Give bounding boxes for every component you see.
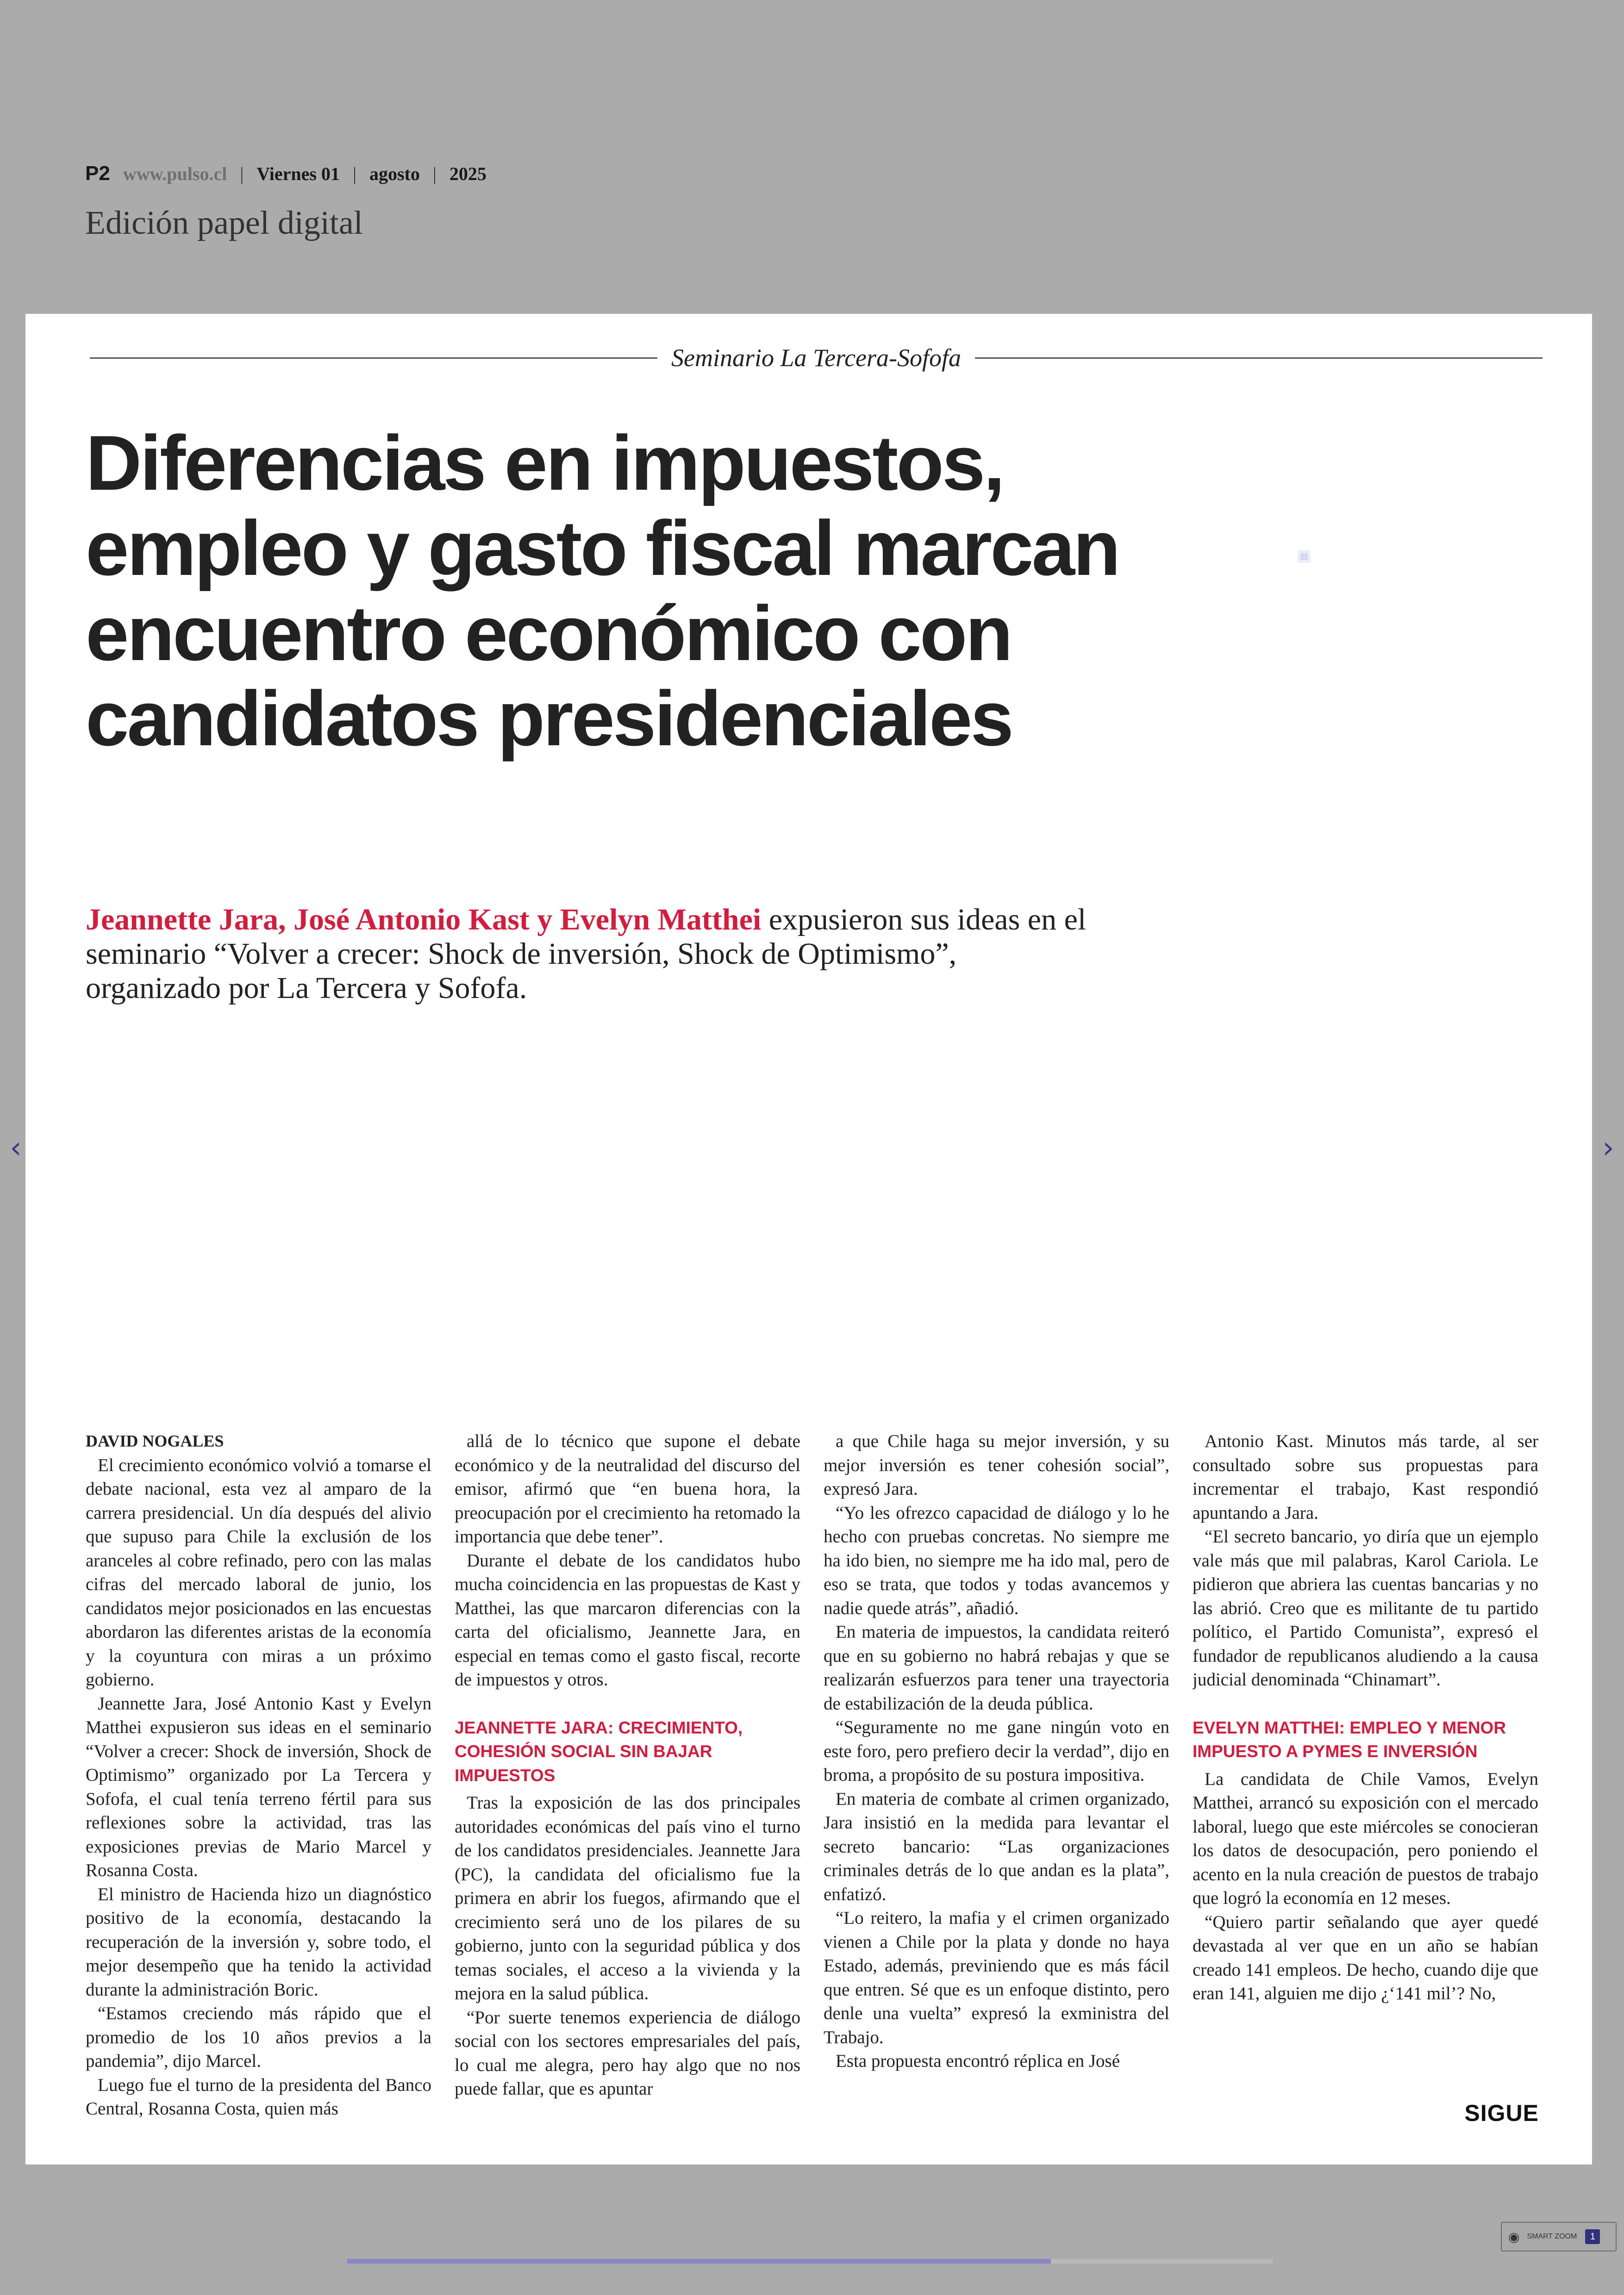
kicker-rule-left bbox=[90, 357, 657, 359]
paragraph: Tras la exposición de las dos principales autoridades económicas del país vino el turno de los candidatos presidenciales. Jeannette Jara (PC), la candidata del oficialismo fue la primera en abrir los fuegos, afirmando que el crecimiento será uno de los pilares de su gobierno, junto con la seguridad pública y dos temas sociales, el acceso a la vivienda y la mejora en la salud pública. bbox=[455, 1793, 800, 2003]
zoom-level-badge[interactable]: 1 bbox=[1585, 2229, 1600, 2244]
deck-highlight-names: Jeannette Jara, José Antonio Kast y Evelyn Matthei bbox=[86, 903, 762, 936]
paragraph: “Lo reitero, la mafia y el crimen organizado vienen a Chile por la plata y donde no haya Estado, además, previniendo que es más fácil que entren. Sé que es un enfoque distinto, pero denle una vuelta” expresó la exministra del Trabajo. bbox=[824, 1908, 1169, 2047]
header-weekday-day: Viernes 01 bbox=[256, 163, 340, 184]
paragraph: a que Chile haga su mejor inversión, y su mejor inversión es tener cohesión social”, expresó Jara. bbox=[824, 1431, 1169, 1499]
newspaper-page bbox=[25, 314, 1592, 2164]
reading-progress-bar[interactable] bbox=[347, 2259, 1273, 2264]
paragraph: “Por suerte tenemos experiencia de diálogo social con los sectores empresariales del país, lo cual me alegra, pero hay algo que no nos puede fallar, que es apuntar bbox=[455, 2007, 800, 2099]
chevron-left-icon[interactable]: ‹ bbox=[10, 1131, 22, 1165]
paragraph: Antonio Kast. Minutos más tarde, al ser consultado sobre sus propuestas para incrementar el trabajo, Kast respondió apuntando a Jara. bbox=[1193, 1431, 1538, 1523]
paragraph: La candidata de Chile Vamos, Evelyn Matthei, arrancó su exposición con el mercado laboral, luego que este miércoles se conocieran los datos de desocupación, pero poniendo el acento en la nula creación de puestos de trabajo que logró la economía en 12 meses. bbox=[1193, 1769, 1538, 1908]
paragraph: En materia de combate al crimen organizado, Jara insistió en la medida para levantar el secreto bancario: “Las organizaciones criminales detrás de lo que andan es la plata”, enfatizó. bbox=[824, 1789, 1169, 1904]
reading-progress-fill bbox=[347, 2259, 1051, 2264]
body-column-4 bbox=[1193, 1429, 1538, 2147]
page-number: P2 bbox=[85, 162, 110, 185]
section-kicker bbox=[90, 337, 1543, 379]
article-deck bbox=[86, 903, 1095, 1005]
paragraph: allá de lo técnico que supone el debate económico y de la neutralidad del discurso del emisor, afirmó que “en buena hora, la preocupación por el crecimiento ha retomado la importancia que debe tener”. bbox=[455, 1431, 800, 1547]
deck-text: expusieron sus ideas en el seminario “Volver a crecer: Shock de inversión, Shock de Optimismo”, organizado por La Tercera y Sofofa. bbox=[86, 903, 1087, 1005]
kicker-rule-right bbox=[975, 357, 1543, 359]
paragraph: El ministro de Hacienda hizo un diagnóstico positivo de la economía, destacando la recuperación de la inversión y, sobre todo, el mejor desempeño que ha tenido la actividad durante la administración Boric. bbox=[86, 1884, 431, 2000]
eye-icon: ◉ bbox=[1508, 2229, 1520, 2245]
smart-zoom-control[interactable] bbox=[1501, 2222, 1617, 2251]
kicker-text: Seminario La Tercera-Sofofa bbox=[671, 344, 962, 372]
paragraph: “Seguramente no me gane ningún voto en este foro, pero prefiero decir la verdad”, dijo en broma, a propósito de su postura impositiva. bbox=[824, 1717, 1169, 1785]
chevron-right-icon[interactable]: › bbox=[1602, 1131, 1614, 1165]
byline: DAVID NOGALES bbox=[86, 1432, 224, 1450]
header-separator: | bbox=[432, 163, 437, 184]
paragraph: “Estamos creciendo más rápido que el promedio de los 10 años previos a la pandemia”, dijo Marcel. bbox=[86, 2003, 431, 2071]
body-column-3 bbox=[824, 1429, 1169, 2147]
paragraph: Jeannette Jara, José Antonio Kast y Evelyn Matthei expusieron sus ideas en el seminario “Volver a crecer: Shock de inversión, Shock de Optimismo” organizado por La Tercera y Sofofa, el cual tenía terreno fértil para sus reflexiones sobre la actividad, tras las exposiciones previas de Mario Marcel y Rosanna Costa. bbox=[86, 1693, 431, 1880]
header-month: agosto bbox=[369, 163, 420, 184]
subheading-matthei: EVELYN MATTHEI: EMPLEO Y MENOR IMPUESTO A PYMES E INVERSIÓN bbox=[1193, 1718, 1506, 1761]
paragraph: “El secreto bancario, yo diría que un ejemplo vale más que mil palabras, Karol Cariola. Le pidieron que abriera las cuentas bancarias y no las abrió. Creo que es militante de tu partido político, el Partido Comunista”, expresó el fundador de republicanos aludiendo a la causa judicial denominada “Chinamart”. bbox=[1193, 1527, 1538, 1690]
page-header bbox=[85, 157, 487, 190]
site-url: www.pulso.cl bbox=[123, 163, 227, 184]
header-separator: | bbox=[240, 163, 244, 184]
header-separator: | bbox=[352, 163, 356, 184]
page-marker-icon[interactable]: ▤ bbox=[1298, 550, 1311, 563]
paragraph: En materia de impuestos, la candidata reiteró que en su gobierno no habrá rebajas y que se realizarán esfuerzos para tener una trayectoria de estabilización de la deuda pública. bbox=[824, 1622, 1169, 1714]
article-body bbox=[86, 1429, 1538, 2147]
paragraph: El crecimiento económico volvió a tomarse el debate nacional, esta vez al amparo de la carrera presidencial. Un día después del alivio que supuso para Chile la exclusión de los aranceles al cobre refinado, pero con las malas cifras del mercado laboral de junio, los candidatos mejor posicionados en las encuestas abordaron las diferentes aristas de la economía y la coyuntura con miras a un próximo gobierno. bbox=[86, 1455, 431, 1690]
paragraph: “Yo les ofrezco capacidad de diálogo y lo he hecho con pruebas concretas. No siempre me ha ido bien, no siempre me ha ido mal, pero de eso se trata, que todos y todas avancemos y nadie quede atrás”, añadió. bbox=[824, 1503, 1169, 1618]
edition-label: Edición papel digital bbox=[85, 204, 363, 241]
subheading-jara: JEANNETTE JARA: CRECIMIENTO, COHESIÓN SOCIAL SIN BAJAR IMPUESTOS bbox=[455, 1718, 743, 1785]
paragraph: Durante el debate de los candidatos hubo mucha coincidencia en las propuestas de Kast y Matthei, las que marcaron diferencias con la carta del oficialismo, Jeannette Jara, en especial en temas como el gasto fiscal, recorte de impuestos y otros. bbox=[455, 1550, 800, 1690]
paragraph: “Quiero partir señalando que ayer quedé devastada al ver que en un año se habían creado 141 empleos. De hecho, cuando dije que eran 141, alguien me dijo ¿‘141 mil’? No, bbox=[1193, 1912, 1538, 2003]
article-headline: Diferencias en impuestos, empleo y gasto fiscal marcan encuentro económico con candidatos presidenciales bbox=[86, 419, 1119, 762]
paragraph: Esta propuesta encontró réplica en José bbox=[836, 2051, 1120, 2071]
smart-zoom-label: SMART ZOOM bbox=[1527, 2233, 1577, 2240]
paragraph: Luego fue el turno de la presidenta del Banco Central, Rosanna Costa, quien más bbox=[86, 2075, 431, 2119]
continue-marker: SIGUE bbox=[1464, 2100, 1539, 2126]
header-year: 2025 bbox=[449, 163, 487, 184]
body-column-2 bbox=[455, 1429, 800, 2147]
body-column-1 bbox=[86, 1429, 431, 2147]
